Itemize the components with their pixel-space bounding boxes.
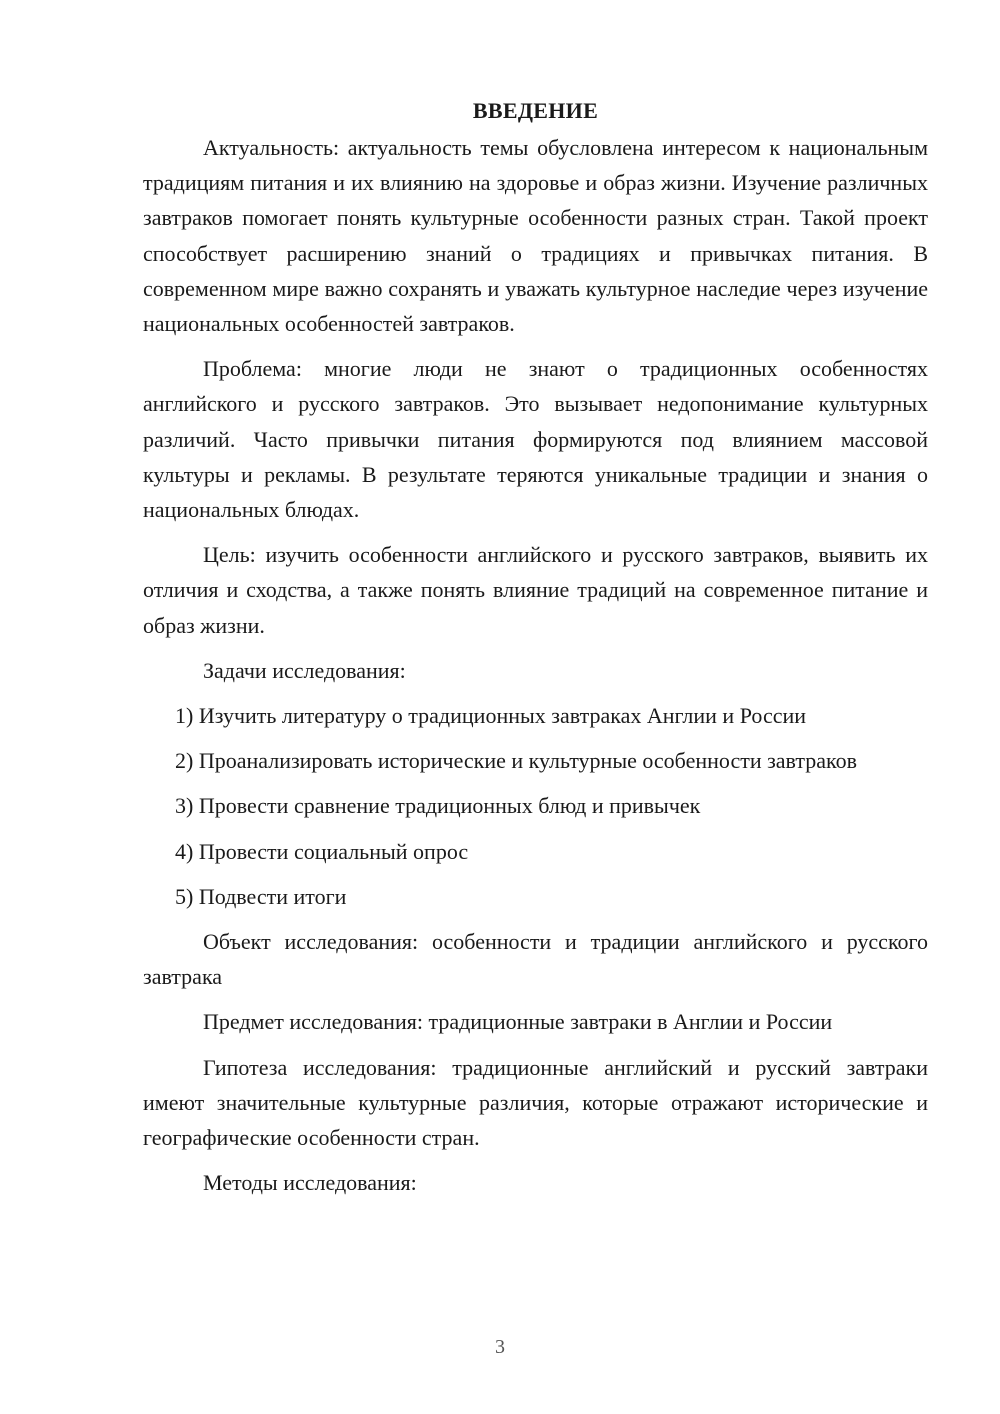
paragraph-subject: Предмет исследования: традиционные завтраки в Англии и России: [203, 1009, 833, 1035]
task-item-1: 1) Изучить литературу о традиционных завтраках Англии и России: [175, 703, 807, 729]
paragraph-goal: Цель: изучить особенности английского и русского завтраков, выявить их отличия и сходства, а также понять влияние традиций на современное питание и образ жизни.: [143, 542, 928, 638]
page-number: 3: [495, 1336, 505, 1358]
paragraph-hypothesis: Гипотеза исследования: традиционные английский и русский завтраки имеют значительные культурные различия, которые отражают исторические и географические особенности стран.: [143, 1054, 928, 1151]
task-item-3: 3) Провести сравнение традиционных блюд и привычек: [175, 793, 701, 819]
document-page: [143, 96, 928, 1200]
paragraph-tasks-heading: Задачи исследования:: [203, 657, 406, 683]
paragraph-methods-heading: Методы исследования:: [203, 1170, 417, 1196]
section-title: ВВЕДЕНИЕ: [472, 98, 599, 123]
paragraph-object: Объект исследования: особенности и традиции английского и русского завтрака: [143, 929, 928, 990]
task-item-4: 4) Провести социальный опрос: [175, 838, 469, 864]
task-item-2: 2) Проанализировать исторические и культурные особенности завтраков: [175, 748, 857, 774]
paragraph-relevance: Актуальность: актуальность темы обусловлена интересом к национальным традициям питания и их влиянию на здоровье и образ жизни. Изучение различных завтраков помогает понять культурные особенности разных стран. Такой проект способствует расширению знаний о традициях и привычках питания. В современном мире важно сохранять и уважать культурное наследие через изучение национальных особенностей завтраков.: [143, 135, 928, 337]
task-item-5: 5) Подвести итоги: [175, 883, 347, 909]
paragraph-problem: Проблема: многие люди не знают о традиционных особенностях английского и русского завтраков. Это вызывает недопонимание культурных различий. Часто привычки питания формируются под влиянием массовой культуры и рекламы. В результате теряются уникальные традиции и знания о национальных блюдах.: [143, 356, 928, 523]
